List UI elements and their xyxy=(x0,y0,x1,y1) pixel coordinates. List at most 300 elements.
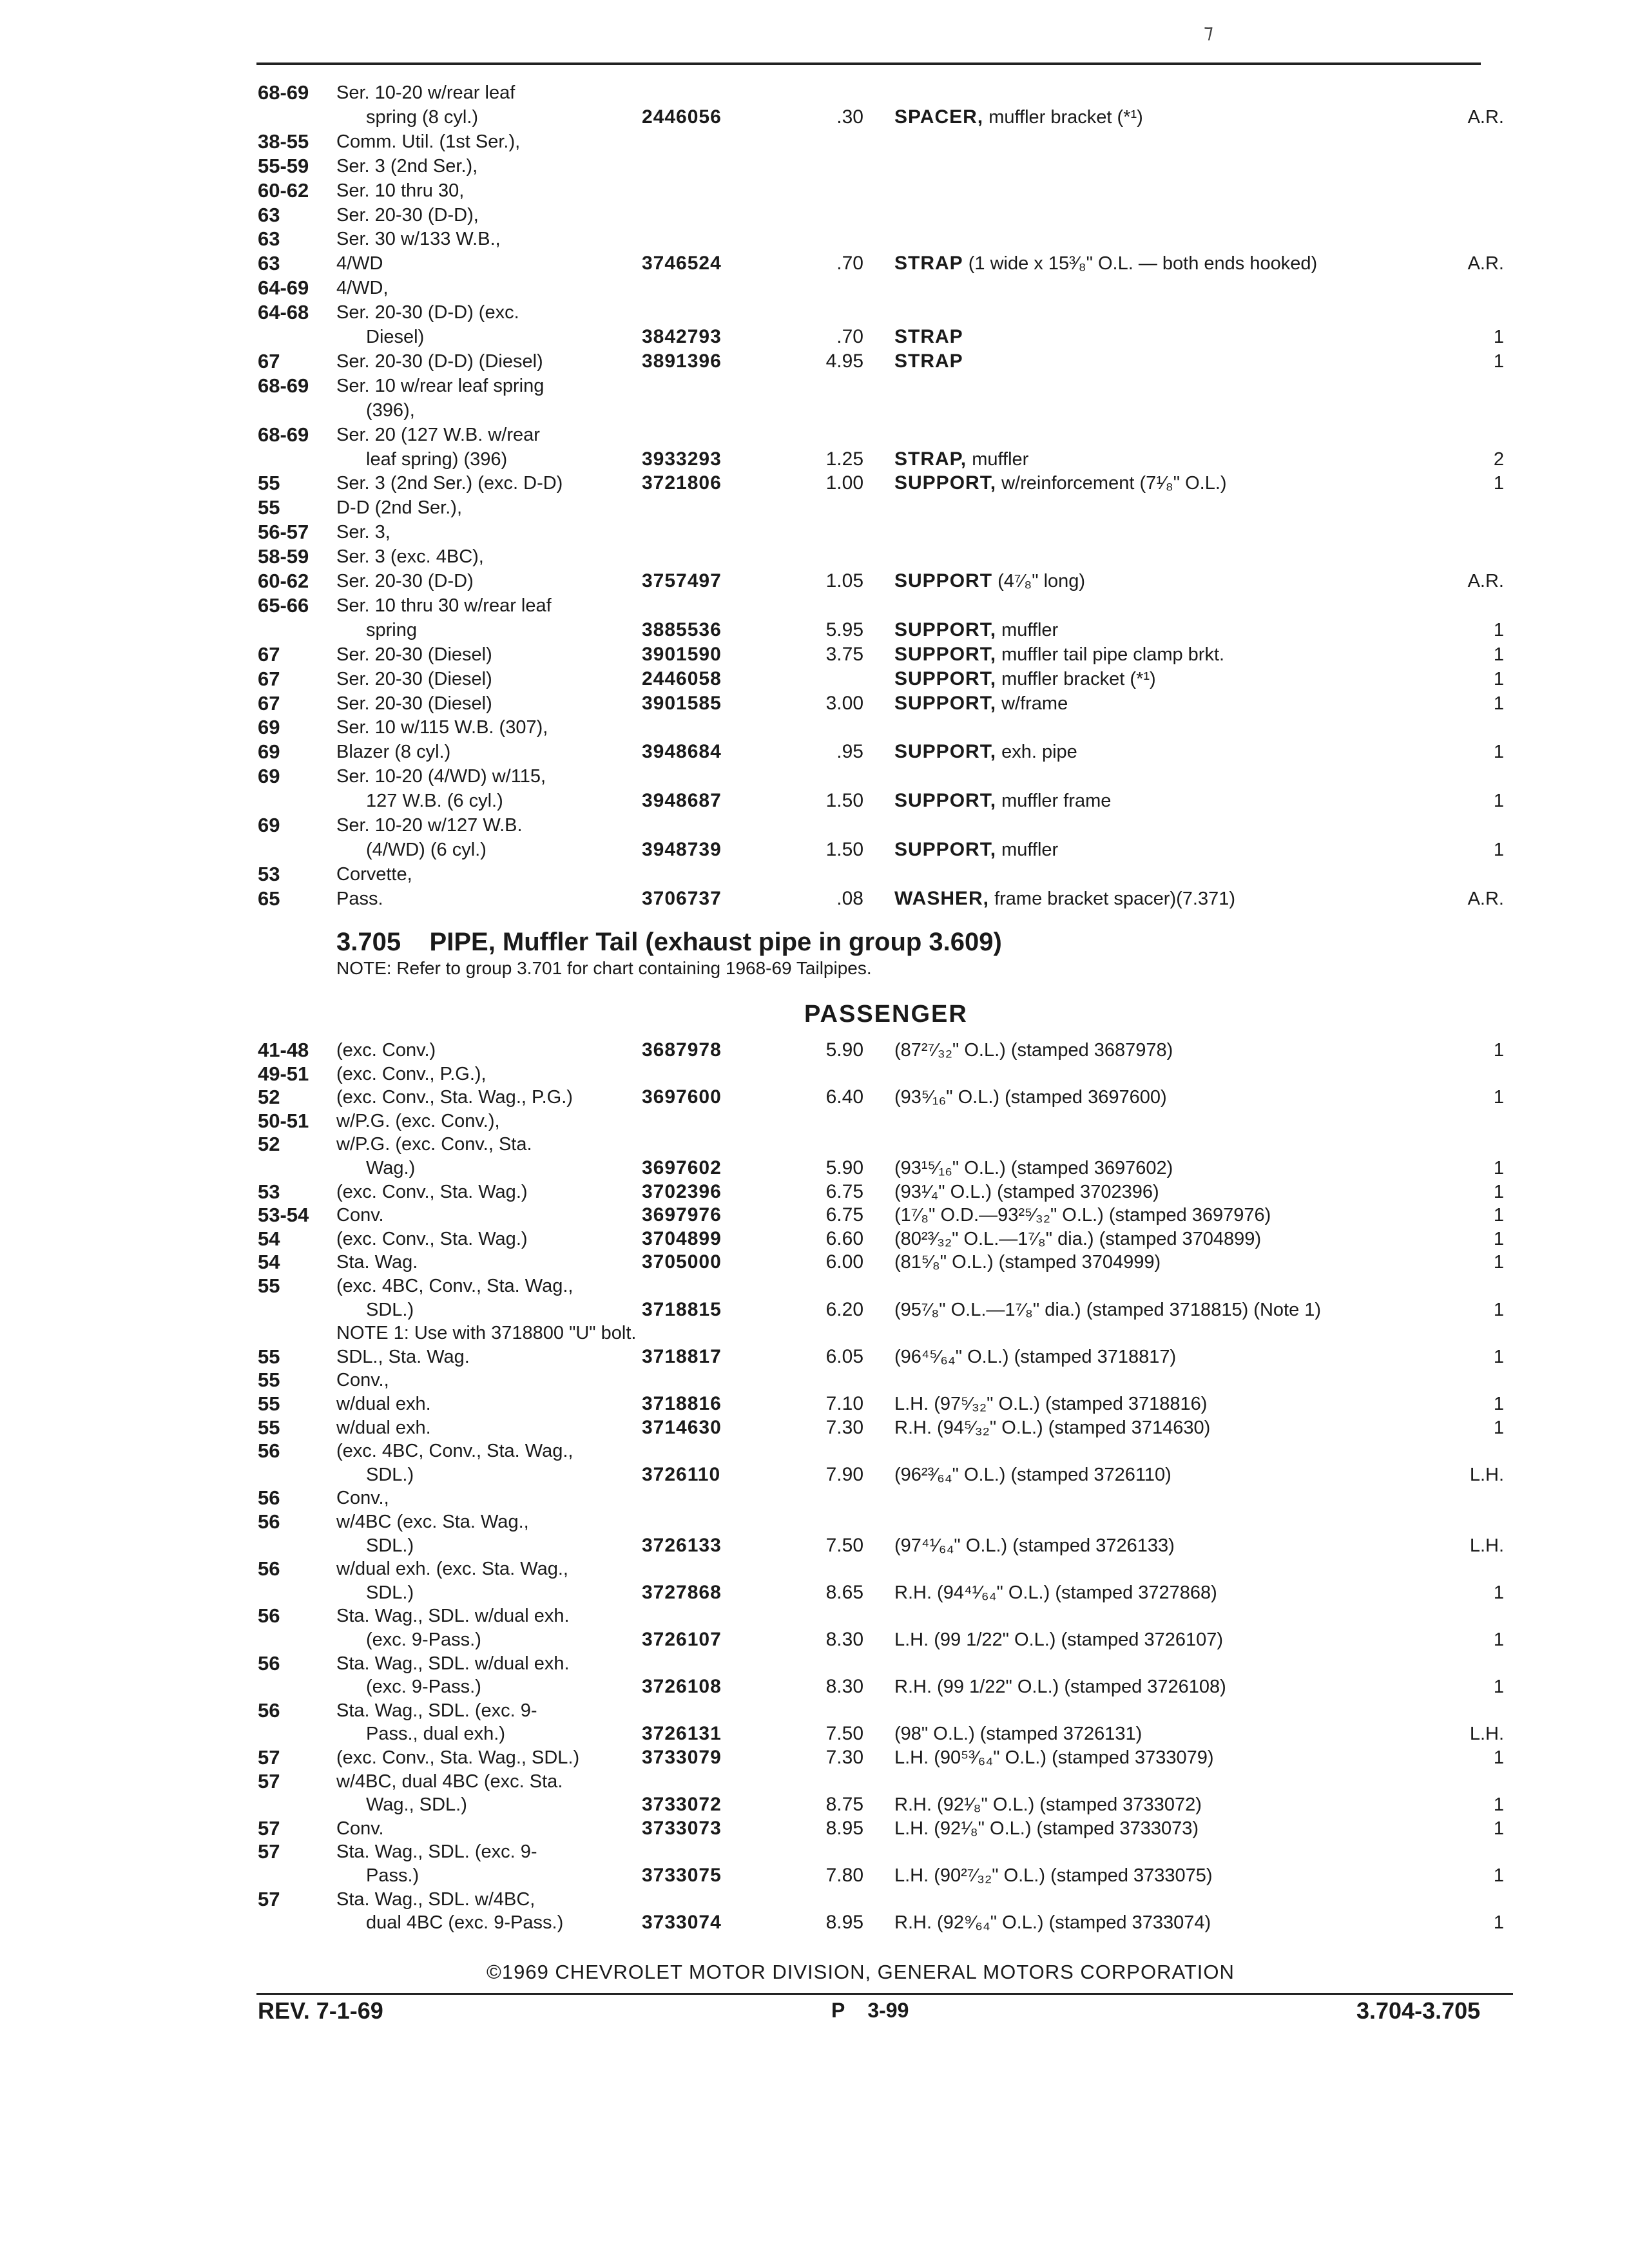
table-row xyxy=(0,1675,1629,1698)
table-row xyxy=(0,374,1629,398)
application: Ser. 20-30 (D-D) (Diesel) xyxy=(336,351,543,372)
part-detail: L.H. (99 1/22" O.L.) (stamped 3726107) xyxy=(894,1629,1224,1650)
table-row xyxy=(0,1628,1629,1651)
table-row xyxy=(0,1557,1629,1581)
part-description xyxy=(894,887,1235,910)
table-row xyxy=(0,1251,1629,1274)
part-detail: muffler bracket (*¹) xyxy=(983,106,1143,128)
model-year: 52 xyxy=(258,1086,280,1109)
table-row xyxy=(0,1392,1629,1416)
model-year: 56 xyxy=(258,1486,280,1510)
table-row xyxy=(0,619,1629,642)
quantity: A.R. xyxy=(1467,571,1504,591)
application: Sta. Wag., SDL. w/4BC, xyxy=(336,1888,535,1910)
list-price: 8.65 xyxy=(825,1581,863,1603)
part-name: STRAP xyxy=(894,253,963,274)
part-detail: (93¹⁵⁄₁₆" O.L.) (stamped 3697602) xyxy=(894,1158,1173,1178)
section-heading-passenger: PASSENGER xyxy=(804,1001,968,1028)
part-description xyxy=(894,1675,1226,1698)
application: (exc. 9-Pass.) xyxy=(366,1677,481,1698)
part-number: 3718816 xyxy=(642,1393,722,1414)
table-row xyxy=(0,570,1629,593)
part-description xyxy=(894,1817,1199,1840)
application: SDL.) xyxy=(366,1535,414,1556)
application: (exc. Conv., Sta. Wag.) xyxy=(336,1181,528,1202)
part-detail: (80²³⁄₃₂" O.L.—1⁷⁄₈" dia.) (stamped 3704899) xyxy=(894,1228,1262,1249)
part-description xyxy=(894,1227,1261,1251)
list-price: 3.00 xyxy=(825,692,863,714)
part-detail: (98" O.L.) (stamped 3726131) xyxy=(894,1724,1142,1745)
application: Sta. Wag., SDL. w/dual exh. xyxy=(336,1653,570,1674)
part-detail: R.H. (94⁵⁄₃₂" O.L.) (stamped 3714630) xyxy=(894,1417,1211,1438)
part-number: 3687978 xyxy=(642,1039,722,1061)
quantity: 1 xyxy=(1493,1417,1504,1438)
part-description xyxy=(894,789,1111,812)
model-year: 67 xyxy=(258,667,280,690)
table-row xyxy=(0,325,1629,349)
part-number: 3718815 xyxy=(642,1298,722,1320)
part-detail: R.H. (94⁴¹⁄₆₄" O.L.) (stamped 3727868) xyxy=(894,1582,1217,1603)
list-price: .70 xyxy=(836,253,863,274)
application: Ser. 10 thru 30 w/rear leaf xyxy=(336,595,552,616)
list-price: 7.30 xyxy=(825,1747,863,1768)
application: Conv. xyxy=(336,1818,384,1839)
list-price: 8.30 xyxy=(825,1629,863,1650)
list-price: 6.40 xyxy=(825,1086,863,1108)
application: w/dual exh. xyxy=(336,1417,431,1438)
application: Pass.) xyxy=(366,1865,419,1886)
model-year: 55 xyxy=(258,1392,280,1415)
application: Blazer (8 cyl.) xyxy=(336,742,451,763)
application: Ser. 10-20 w/127 W.B. xyxy=(336,815,523,836)
application: Wag., SDL.) xyxy=(366,1794,467,1816)
part-number: 3948687 xyxy=(642,790,722,812)
model-year: 57 xyxy=(258,1840,280,1863)
quantity: 1 xyxy=(1493,1299,1504,1320)
model-year: 64-68 xyxy=(258,301,309,324)
application: w/P.G. (exc. Conv.), xyxy=(336,1110,500,1131)
table-row xyxy=(0,130,1629,153)
part-description xyxy=(894,1463,1171,1486)
model-year: 55 xyxy=(258,1345,280,1368)
table-row xyxy=(0,399,1629,422)
table-row xyxy=(0,1463,1629,1486)
quantity: 1 xyxy=(1493,351,1504,372)
quantity: L.H. xyxy=(1469,1464,1504,1485)
application: Conv., xyxy=(336,1488,389,1509)
part-name: SUPPORT, xyxy=(894,643,997,665)
application: (exc. Conv., Sta. Wag.) xyxy=(336,1228,528,1249)
model-year: 57 xyxy=(258,1887,280,1910)
group-range: 3.704-3.705 xyxy=(1356,1997,1481,2024)
model-year: 56 xyxy=(258,1698,280,1722)
part-number: 3697976 xyxy=(642,1204,722,1226)
part-description xyxy=(894,1793,1202,1816)
table-row xyxy=(0,838,1629,861)
model-year: 65 xyxy=(258,887,280,910)
part-description xyxy=(894,1722,1142,1745)
quantity: 1 xyxy=(1493,1912,1504,1934)
copyright-line: ©1969 CHEVROLET MOTOR DIVISION, GENERAL MOTORS CORPORATION xyxy=(487,1961,1235,1983)
list-price: 1.25 xyxy=(825,448,863,470)
part-description xyxy=(894,1039,1173,1062)
part-detail: (87²⁷⁄₃₂" O.L.) (stamped 3687978) xyxy=(894,1040,1173,1061)
table-row xyxy=(0,1298,1629,1321)
part-description xyxy=(894,472,1227,495)
part-number: 3901590 xyxy=(642,643,722,665)
part-detail: R.H. (92⁹⁄₆₄" O.L.) (stamped 3733074) xyxy=(894,1912,1211,1934)
application: Ser. 20-30 (D-D) xyxy=(336,571,474,591)
list-price: 1.50 xyxy=(825,838,863,860)
quantity: 1 xyxy=(1493,1087,1504,1108)
table-row xyxy=(0,1888,1629,1911)
list-price: 5.95 xyxy=(825,619,863,640)
part-detail: (93⁵⁄₁₆" O.L.) (stamped 3697600) xyxy=(894,1087,1167,1108)
part-detail: muffler xyxy=(996,839,1059,860)
part-description xyxy=(894,668,1156,691)
part-number: 3727868 xyxy=(642,1581,722,1603)
model-year: 55 xyxy=(258,1369,280,1392)
part-detail: R.H. (92¹⁄₈" O.L.) (stamped 3733072) xyxy=(894,1794,1202,1816)
table-row xyxy=(0,668,1629,691)
table-row xyxy=(0,81,1629,104)
list-price: 8.75 xyxy=(825,1794,863,1816)
list-price: 7.30 xyxy=(825,1416,863,1438)
model-year: 50-51 xyxy=(258,1109,309,1132)
part-description xyxy=(894,325,963,349)
part-number: 3948739 xyxy=(642,838,722,860)
part-name: SUPPORT, xyxy=(894,790,997,812)
application: Ser. 20-30 (Diesel) xyxy=(336,693,492,714)
part-detail: muffler xyxy=(967,448,1029,470)
table-row xyxy=(0,227,1629,251)
list-price: 7.10 xyxy=(825,1393,863,1414)
list-price: 6.60 xyxy=(825,1227,863,1249)
model-year: 63 xyxy=(258,227,280,251)
page-number: P 3-99 xyxy=(831,1999,909,2022)
part-detail: (4⁷⁄₈" long) xyxy=(992,571,1086,591)
application: 4/WD, xyxy=(336,278,389,299)
table-row xyxy=(0,1770,1629,1793)
table-row xyxy=(0,692,1629,715)
list-price: 3.75 xyxy=(825,643,863,665)
part-detail: (96²³⁄₆₄" O.L.) (stamped 3726110) xyxy=(894,1464,1171,1485)
application: Ser. 10 w/115 W.B. (307), xyxy=(336,717,548,738)
part-detail: L.H. (97⁵⁄₃₂" O.L.) (stamped 3718816) xyxy=(894,1394,1208,1414)
part-number: 3697600 xyxy=(642,1086,722,1108)
table-row xyxy=(0,1180,1629,1204)
quantity: A.R. xyxy=(1467,253,1504,274)
quantity: 1 xyxy=(1493,1865,1504,1886)
table-row xyxy=(0,301,1629,324)
table-row xyxy=(0,1321,1629,1345)
list-price: .95 xyxy=(836,741,863,763)
model-year: 60-62 xyxy=(258,178,309,202)
part-detail: muffler xyxy=(996,619,1059,640)
application: SDL.) xyxy=(366,1299,414,1320)
application: Ser. 3, xyxy=(336,522,390,543)
application: w/4BC, dual 4BC (exc. Sta. xyxy=(336,1771,563,1792)
part-description xyxy=(894,619,1058,642)
table-row xyxy=(0,1039,1629,1062)
application: Pass. xyxy=(336,888,383,909)
model-year: 53 xyxy=(258,1180,280,1203)
model-year: 68-69 xyxy=(258,81,309,104)
quantity: 1 xyxy=(1493,1794,1504,1816)
part-description xyxy=(894,106,1143,129)
table-row xyxy=(0,1911,1629,1934)
table-row xyxy=(0,1581,1629,1604)
model-year: 56 xyxy=(258,1604,280,1628)
part-detail: (1⁷⁄₈" O.D.—93²⁵⁄₃₂" O.L.) (stamped 3697976) xyxy=(894,1205,1271,1226)
top-rule xyxy=(256,62,1481,65)
quantity: 1 xyxy=(1493,1252,1504,1273)
part-number: 3948684 xyxy=(642,741,722,763)
part-description xyxy=(894,1204,1271,1227)
quantity: 1 xyxy=(1493,1582,1504,1603)
application: SDL.) xyxy=(366,1582,414,1603)
part-number: 2446056 xyxy=(642,106,722,128)
quantity: A.R. xyxy=(1467,888,1504,909)
quantity: 1 xyxy=(1493,791,1504,812)
application: Ser. 10-20 (4/WD) w/115, xyxy=(336,766,546,787)
table-row xyxy=(0,472,1629,495)
part-description xyxy=(894,570,1085,593)
quantity: 1 xyxy=(1493,327,1504,347)
part-number: 3933293 xyxy=(642,448,722,470)
part-number: 3901585 xyxy=(642,692,722,714)
application: Pass., dual exh.) xyxy=(366,1724,505,1745)
table-row xyxy=(0,887,1629,910)
model-year: 38-55 xyxy=(258,130,309,153)
part-description xyxy=(894,1581,1217,1604)
part-name: STRAP xyxy=(894,326,963,347)
table-row xyxy=(0,814,1629,837)
part-description xyxy=(894,838,1058,861)
application: Ser. 20-30 (D-D), xyxy=(336,204,479,226)
table-row xyxy=(0,1204,1629,1227)
table-row xyxy=(0,1864,1629,1887)
model-year: 64-69 xyxy=(258,276,309,300)
list-price: 4.95 xyxy=(825,350,863,372)
table-row xyxy=(0,1534,1629,1557)
table-row xyxy=(0,1722,1629,1745)
table-row xyxy=(0,496,1629,519)
model-year: 56 xyxy=(258,1510,280,1533)
part-number: 3733073 xyxy=(642,1817,722,1839)
table-row xyxy=(0,204,1629,227)
model-year: 55 xyxy=(258,496,280,519)
part-detail: (93¹⁄₄" O.L.) (stamped 3702396) xyxy=(894,1181,1159,1202)
model-year: 54 xyxy=(258,1227,280,1250)
quantity: 2 xyxy=(1493,448,1504,470)
list-price: 7.50 xyxy=(825,1534,863,1556)
part-detail: muffler frame xyxy=(996,791,1112,812)
list-price: 6.75 xyxy=(825,1204,863,1226)
model-year: 67 xyxy=(258,349,280,372)
part-description xyxy=(894,1534,1175,1557)
application: Diesel) xyxy=(366,327,425,347)
model-year: 69 xyxy=(258,814,280,836)
table-row xyxy=(0,1110,1629,1133)
part-number: 3726108 xyxy=(642,1676,722,1698)
part-description xyxy=(894,1628,1223,1651)
application: w/dual exh. xyxy=(336,1394,431,1414)
part-number: 3702396 xyxy=(642,1180,722,1202)
application: Ser. 3 (2nd Ser.), xyxy=(336,155,478,177)
application: SDL., Sta. Wag. xyxy=(336,1346,470,1367)
quantity: 1 xyxy=(1493,742,1504,763)
application: w/4BC (exc. Sta. Wag., xyxy=(336,1512,529,1532)
part-description xyxy=(894,1251,1161,1274)
table-row xyxy=(0,1604,1629,1628)
application: (exc. 9-Pass.) xyxy=(366,1629,481,1650)
table-row xyxy=(0,1510,1629,1533)
part-number: 3891396 xyxy=(642,350,722,372)
list-price: 8.95 xyxy=(825,1817,863,1839)
part-description xyxy=(894,692,1068,715)
part-detail: exh. pipe xyxy=(996,742,1077,763)
application: leaf spring) (396) xyxy=(366,448,508,470)
application: Ser. 20-30 (D-D) (exc. xyxy=(336,302,519,323)
list-price: 6.00 xyxy=(825,1251,863,1273)
model-year: 49-51 xyxy=(258,1062,309,1085)
model-year: 69 xyxy=(258,765,280,788)
application: SDL.) xyxy=(366,1464,414,1485)
list-price: 1.50 xyxy=(825,790,863,812)
model-year: 63 xyxy=(258,203,280,226)
model-year: 56 xyxy=(258,1439,280,1463)
part-number: 3726133 xyxy=(642,1534,722,1556)
part-name: SUPPORT, xyxy=(894,838,997,860)
application: Sta. Wag., SDL. w/dual exh. xyxy=(336,1606,570,1627)
part-detail: w/frame xyxy=(996,693,1068,714)
part-name: STRAP, xyxy=(894,448,967,470)
part-number: 3885536 xyxy=(642,619,722,640)
list-price: 6.20 xyxy=(825,1298,863,1320)
part-detail: L.H. (90²⁷⁄₃₂" O.L.) (stamped 3733075) xyxy=(894,1865,1213,1886)
application: Ser. 10 w/rear leaf spring xyxy=(336,375,545,396)
table-row xyxy=(0,1227,1629,1251)
part-number: 3726131 xyxy=(642,1723,722,1745)
part-number: 3706737 xyxy=(642,887,722,909)
model-year: 69 xyxy=(258,716,280,739)
application: Ser. 10 thru 30, xyxy=(336,180,465,201)
table-row xyxy=(0,1062,1629,1086)
part-description xyxy=(894,643,1224,666)
application: (exc. Conv., Sta. Wag., SDL.) xyxy=(336,1747,580,1768)
model-year: 57 xyxy=(258,1746,280,1769)
table-row xyxy=(0,350,1629,373)
part-detail: muffler tail pipe clamp brkt. xyxy=(996,644,1225,665)
part-name: WASHER, xyxy=(894,887,990,909)
table-row xyxy=(0,740,1629,764)
application: (exc. Conv., Sta. Wag., P.G.) xyxy=(336,1087,573,1108)
application: Conv. xyxy=(336,1205,384,1226)
part-name: SPACER, xyxy=(894,106,984,128)
part-number: 3726107 xyxy=(642,1629,722,1650)
part-description xyxy=(894,1911,1211,1934)
bottom-rule xyxy=(256,1993,1513,1995)
application: Wag.) xyxy=(366,1158,416,1178)
part-description xyxy=(894,350,963,373)
quantity: 1 xyxy=(1493,1181,1504,1202)
application: dual 4BC (exc. 9-Pass.) xyxy=(366,1912,564,1934)
part-number: 3746524 xyxy=(642,253,722,274)
model-year: 60-62 xyxy=(258,570,309,592)
application: D-D (2nd Ser.), xyxy=(336,497,462,519)
table-row xyxy=(0,1652,1629,1675)
part-number: 2446058 xyxy=(642,668,722,689)
table-row xyxy=(0,1439,1629,1463)
part-number: 3733074 xyxy=(642,1912,722,1934)
model-year: 58-59 xyxy=(258,545,309,568)
quantity: 1 xyxy=(1493,1818,1504,1839)
application: (exc. Conv., P.G.), xyxy=(336,1063,487,1084)
application: (exc. 4BC, Conv., Sta. Wag., xyxy=(336,1276,574,1296)
table-row xyxy=(0,1486,1629,1510)
list-price: 1.00 xyxy=(825,472,863,494)
table-row xyxy=(0,106,1629,129)
part-description xyxy=(894,1298,1321,1321)
part-description xyxy=(894,1157,1173,1180)
part-detail: (1 wide x 15³⁄₈" O.L. — both ends hooked) xyxy=(963,253,1318,274)
table-row xyxy=(0,1699,1629,1722)
table-row xyxy=(0,155,1629,178)
application: Sta. Wag., SDL. (exc. 9- xyxy=(336,1841,537,1863)
quantity: 1 xyxy=(1493,1394,1504,1414)
table-row xyxy=(0,863,1629,886)
part-number: 3842793 xyxy=(642,326,722,347)
model-year: 55-59 xyxy=(258,154,309,177)
application: Conv., xyxy=(336,1370,389,1391)
table-row xyxy=(0,1840,1629,1863)
list-price: 1.05 xyxy=(825,570,863,591)
application: Ser. 20 (127 W.B. w/rear xyxy=(336,424,540,445)
part-detail: w/reinforcement (7¹⁄₈" O.L.) xyxy=(996,473,1227,494)
part-description xyxy=(894,1086,1167,1109)
quantity: 1 xyxy=(1493,1747,1504,1768)
part-number: 3733079 xyxy=(642,1747,722,1768)
part-description xyxy=(894,1746,1214,1769)
model-year: 67 xyxy=(258,642,280,666)
application: Corvette, xyxy=(336,863,412,885)
part-number: 3704899 xyxy=(642,1227,722,1249)
table-row xyxy=(0,765,1629,788)
list-price: 8.30 xyxy=(825,1676,863,1698)
table-row xyxy=(0,276,1629,300)
application: (396), xyxy=(366,399,415,421)
list-price: 8.95 xyxy=(825,1912,863,1934)
quantity: 1 xyxy=(1493,619,1504,640)
part-number: 3721806 xyxy=(642,472,722,494)
quantity: 1 xyxy=(1493,839,1504,860)
application: w/dual exh. (exc. Sta. Wag., xyxy=(336,1559,568,1580)
table-row xyxy=(0,1369,1629,1392)
table-row xyxy=(0,1345,1629,1369)
model-year: 56 xyxy=(258,1557,280,1581)
list-price: .08 xyxy=(836,887,863,909)
application: Comm. Util. (1st Ser.), xyxy=(336,131,521,152)
application: Ser. 20-30 (Diesel) xyxy=(336,668,492,689)
table-row xyxy=(0,1793,1629,1816)
part-number: 3733072 xyxy=(642,1794,722,1816)
table-row xyxy=(0,716,1629,739)
model-year: 55 xyxy=(258,1274,280,1297)
part-name: STRAP xyxy=(894,350,963,372)
model-year: 56 xyxy=(258,1651,280,1675)
model-year: 41-48 xyxy=(258,1039,309,1061)
